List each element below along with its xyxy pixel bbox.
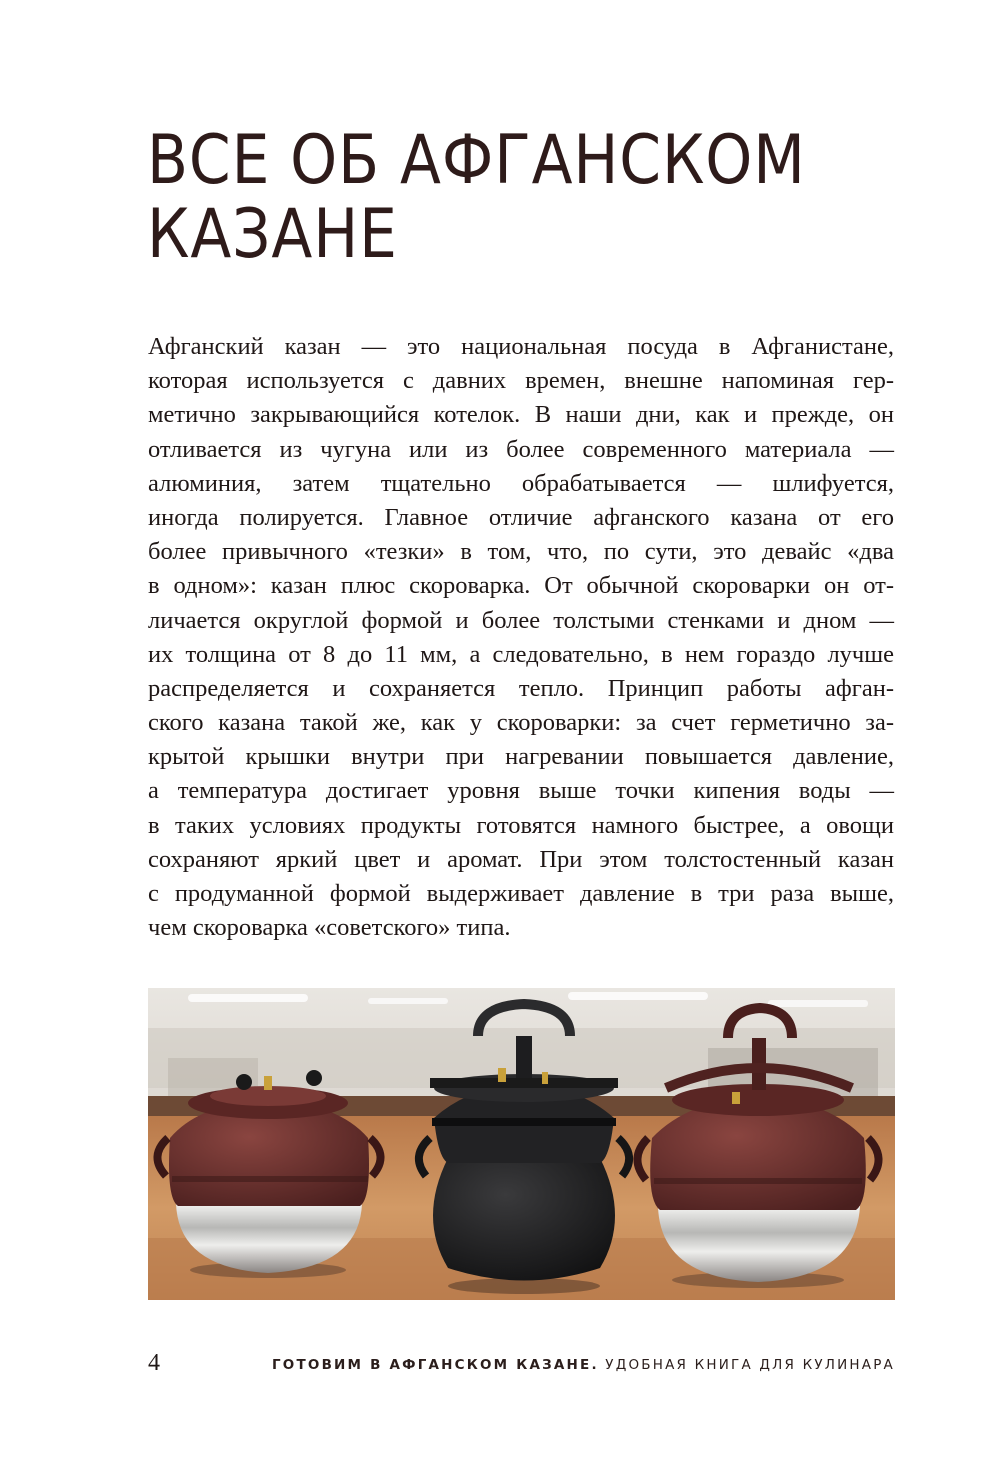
body-line: отливается из чугуна или из более современного материала — bbox=[148, 435, 894, 463]
body-line: более привычного «тезки» в том, что, по сути, это девайс «два bbox=[148, 538, 894, 566]
title-line-2: КАЗАНЕ bbox=[147, 195, 398, 274]
body-line: Афганский казан — это национальная посуда в Афганистане, bbox=[148, 333, 894, 360]
body-paragraph bbox=[148, 330, 894, 945]
body-line: крытой крышки внутри при нагревании повышается давление, bbox=[148, 743, 894, 771]
body-line: личается округлой формой и более толстыми стенками и дном — bbox=[148, 606, 894, 634]
book-title: ГОТОВИМ В АФГАНСКОМ КАЗАНЕ. bbox=[272, 1357, 599, 1373]
title-line-1: ВСЕ ОБ АФГАНСКОМ bbox=[147, 121, 806, 200]
body-line: чем скороварка «советского» типа. bbox=[148, 914, 511, 942]
body-line: алюминия, затем тщательно обрабатывается — шлифуется, bbox=[148, 469, 894, 497]
running-title bbox=[272, 1357, 895, 1373]
page-footer bbox=[148, 1350, 895, 1380]
body-line: ского казана такой же, как у скороварки: за счет герметично за- bbox=[148, 709, 894, 737]
body-line: а температура достигает уровня выше точки кипения воды — bbox=[148, 777, 894, 805]
body-line: в таких условиях продукты готовятся намного быстрее, а овощи bbox=[148, 811, 894, 839]
body-line: их толщина от 8 до 11 мм, а следовательно, в нем гораздо лучше bbox=[148, 640, 894, 668]
body-line: которая используется с давних времен, внешне напоминая гер- bbox=[148, 367, 894, 395]
page-number: 4 bbox=[148, 1350, 160, 1376]
body-line: иногда полируется. Главное отличие афганского казана от его bbox=[148, 503, 894, 531]
body-line: распределяется и сохраняется тепло. Принцип работы афган- bbox=[148, 674, 894, 702]
kazan-photo bbox=[148, 988, 895, 1300]
body-line: в одном»: казан плюс скороварка. От обычной скороварки он от- bbox=[148, 572, 894, 600]
body-line: с продуманной формой выдерживает давление в три раза выше, bbox=[148, 880, 894, 907]
book-subtitle: УДОБНАЯ КНИГА ДЛЯ КУЛИНАРА bbox=[598, 1357, 895, 1373]
body-line: сохраняют яркий цвет и аромат. При этом толстостенный казан bbox=[148, 845, 894, 873]
body-line: метично закрывающийся котелок. В наши дни, как и прежде, он bbox=[148, 401, 894, 429]
page-title bbox=[147, 121, 816, 274]
